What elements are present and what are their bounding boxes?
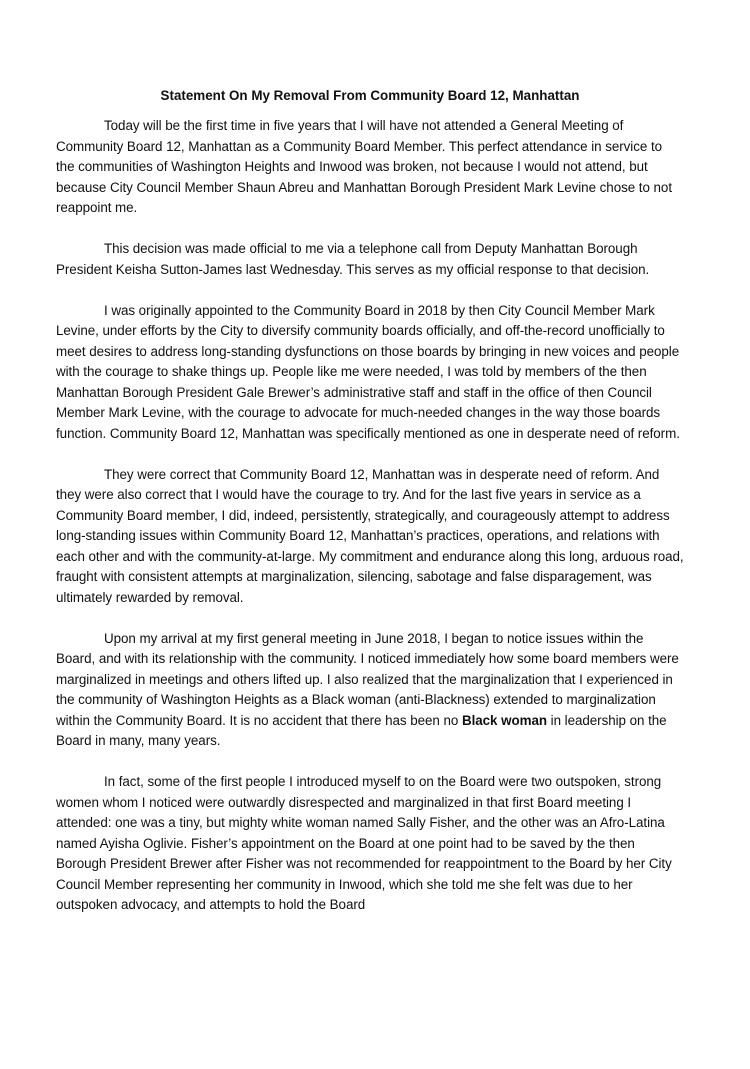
paragraph-5-emphasis: Black woman — [461, 712, 547, 728]
paragraph-5-text-after: in leadership on the Board in many, many years. — [56, 712, 667, 748]
paragraph-3: I was originally appointed to the Community Board in 2018 by then City Council Member Mark Levine, under efforts by the City to diversify community boards officially, and off-the-record unofficially to meet desires to address long-standing dysfunctions on those boards by bringing in new voices and people with the courage to shake things up. People like me were needed, I was told by members of the then Manhattan Borough President Gale Brewer’s administrative staff and staff in the office of then Council Member Mark Levine, with the courage to advocate for much-needed changes in the way those boards function. Community Board 12, Manhattan was specifically mentioned as one in desperate need of reform. — [56, 302, 680, 441]
paragraph-1: Today will be the first time in five years that I will have not attended a General Meeting of Community Board 12, Manhattan as a Community Board Member. This perfect attendance in service to the communities of Washington Heights and Inwood was broken, not because I would not attend, but because City Council Member Shaun Abreu and Manhattan Borough President Mark Levine chose to not reappoint me. — [56, 118, 673, 215]
paragraph-5 — [56, 629, 684, 752]
paragraph-5-text-before: Upon my arrival at my first general meeting in June 2018, I began to notice issues within the Board, and with its relationship with the community. I noticed immediately how some board members were marginalized in meetings and others lifted up. I also realized that the marginalization that I experienced in the community of Washington Heights as a Black woman (anti-Blackness) extended to marginalization within the Community Board. It is no accident that there has been no — [56, 630, 679, 728]
paragraph-6: In fact, some of the first people I introduced myself to on the Board were two outspoken, strong women whom I noticed were outwardly disrespected and marginalized in that first Board meeting I attended: one was a tiny, but mighty white woman named Sally Fisher, and the other was an Afro-Latina named Ayisha Oglivie. Fisher’s appointment on the Board at one point had to be saved by the then Borough President Brewer after Fisher was not recommended for reappointment to the Board by her City Council Member representing her community in Inwood, which she told me she felt was due to her outspoken advocacy, and attempts to hold the Board — [56, 774, 672, 912]
document-title: Statement On My Removal From Community Board 12, Manhattan — [160, 88, 580, 103]
paragraph-2: This decision was made official to me via a telephone call from Deputy Manhattan Borough President Keisha Sutton-James last Wednesday. This serves as my official response to that decision. — [56, 241, 650, 277]
paragraph-4: They were correct that Community Board 12, Manhattan was in desperate need of reform. And they were also correct that I would have the courage to try. And for the last five years in service as a Community Board member, I did, indeed, persistently, strategically, and courageously attempt to address long-standing issues within Community Board 12, Manhattan’s practices, operations, and relations with each other and with the community-at-large. My commitment and endurance along this long, arduous road, fraught with consistent attempts at marginalization, silencing, sabotage and false disparagement, was ultimately rewarded by removal. — [56, 466, 684, 605]
